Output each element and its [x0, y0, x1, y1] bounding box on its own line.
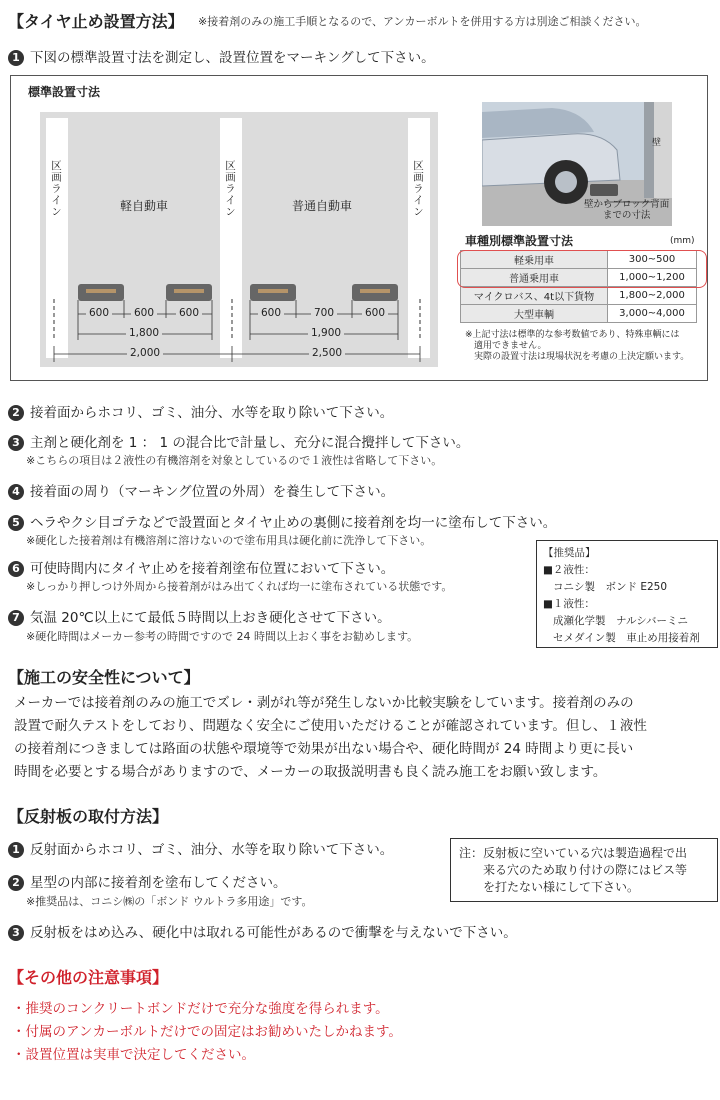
reflector-title: 【反射板の取付方法】: [8, 807, 169, 826]
step-number: 3: [8, 435, 24, 451]
reflector-note-line: を打たない様にして下さい。: [483, 880, 640, 894]
install-title-note: ※接着剤のみの施工手順となるので、アンカーボルトを併用する方は別途ご相談ください。: [198, 15, 647, 28]
step-number: 7: [8, 610, 24, 626]
install-step-7: [8, 606, 391, 626]
recommend-line: ■２液性：: [543, 564, 595, 576]
install-step-3-note: ※こちらの項目は２液性の有機溶剤を対象としているので１液性は省略して下さい。: [26, 454, 443, 467]
table-note-line-2: 適用できません。: [474, 341, 547, 351]
reflector-step-2: [8, 871, 287, 891]
install-title: 【タイヤ止め設置方法】: [8, 12, 184, 31]
safety-paragraph: [14, 692, 714, 784]
recommend-title: 【推奨品】: [543, 547, 596, 559]
futsu-label: 普通自動車: [292, 199, 353, 213]
other-note-item: ・推奨のコンクリートボンドだけで充分な強度を得られます。: [12, 1001, 389, 1017]
recommend-line: コニシ製 ボンド E250: [553, 581, 668, 593]
table-cell: 大型車輌: [461, 305, 608, 323]
figure-label: 標準設置寸法: [28, 85, 101, 99]
safety-line: メーカーでは接着剤のみの施工でズレ・剥がれ等が発生しないか比較実験をしています。接着剤のみの: [14, 695, 634, 711]
step-text: 接着面からホコリ、ゴミ、油分、水等を取り除いて下さい。: [30, 405, 394, 421]
reflector-note-line: 注：反射板に空いている穴は製造過程で出: [459, 846, 688, 860]
install-step-7-note: ※硬化時間はメーカー参考の時間ですので 24 時間以上おく事をお勧めします。: [26, 630, 419, 643]
table-cell: 軽乗用車: [461, 251, 608, 269]
futsu-dim-1: 600: [258, 307, 284, 319]
step-number: 6: [8, 561, 24, 577]
step-number: 1: [8, 50, 24, 66]
step-number: 1: [8, 842, 24, 858]
install-step-3: [8, 431, 469, 451]
step-number: 2: [8, 875, 24, 891]
reflector-step-3: [8, 921, 517, 941]
line-label-left: 区画ライン: [50, 160, 62, 218]
table-title: 車種別標準設置寸法: [465, 234, 574, 248]
safety-title: 【施工の安全性について】: [8, 668, 200, 687]
step-text: 可使時間内にタイヤ止めを接着剤塗布位置において下さい。: [30, 561, 395, 577]
table-cell: 普通乗用車: [461, 269, 608, 287]
table-note-line-1: ※上記寸法は標準的な参考数値であり、特殊車輌には: [465, 330, 680, 340]
table-cell: マイクロバス、4t以下貨物: [461, 287, 608, 305]
step-text: 反射板をはめ込み、硬化中は取れる可能性があるので衝撃を与えないで下さい。: [30, 925, 517, 941]
table-cell: 1,800~2,000: [608, 287, 697, 305]
install-step-5: [8, 511, 556, 531]
recommend-line: セメダイン製 車止め用接着剤: [553, 632, 700, 644]
wall-label: 壁: [652, 138, 662, 148]
step-text: 主剤と硬化剤を 1 ： 1 の混合比で計量し、充分に混合攪拌して下さい。: [30, 435, 470, 451]
other-note-item: ・付属のアンカーボルトだけでの固定はお勧めいたしかねます。: [12, 1024, 402, 1040]
car-caption-line-1: 壁からブロック背面: [584, 199, 670, 210]
step-number: 3: [8, 925, 24, 941]
step-text: 星型の内部に接着剤を塗布してください。: [30, 875, 287, 891]
step-number: 4: [8, 484, 24, 500]
futsu-dim-2: 700: [311, 307, 337, 319]
reflector-step-1: [8, 838, 393, 858]
step-text: 接着面の周り（マーキング位置の外周）を養生して下さい。: [30, 484, 395, 500]
step-number: 2: [8, 405, 24, 421]
table-row: [461, 287, 697, 305]
step-text: 気温 20℃以上にて最低５時間以上おき硬化させて下さい。: [30, 610, 391, 626]
install-step-1: [8, 46, 435, 66]
reflector-step-2-note: ※推奨品は、コニシ㈱の「ボンド ウルトラ多用途」です。: [26, 895, 313, 908]
futsu-total: 1,900: [308, 327, 344, 339]
step-text: 下図の標準設置寸法を測定し、設置位置をマーキングして下さい。: [30, 50, 435, 66]
install-step-6: [8, 557, 394, 577]
table-cell: 3,000~4,000: [608, 305, 697, 323]
install-step-5-note: ※硬化した接着剤は有機溶剤に溶けないので塗布用具は硬化前に洗浄して下さい。: [26, 534, 432, 547]
kei-width: 2,000: [127, 347, 163, 359]
step-text: ヘラやクシ目ゴテなどで設置面とタイヤ止めの裏側に接着剤を均一に塗布して下さい。: [30, 515, 557, 531]
recommended-products-box: [536, 540, 718, 648]
kei-total: 1,800: [126, 327, 162, 339]
table-cell: 1,000~1,200: [608, 269, 697, 287]
step-number: 5: [8, 515, 24, 531]
safety-line: 時間を必要とする場合がありますので、メーカーの取扱説明書も良く読み施工をお願い致します。: [14, 764, 607, 780]
table-note: [465, 330, 689, 363]
line-label-right: 区画ライン: [412, 160, 424, 218]
car-caption-line-2: までの寸法: [602, 210, 651, 221]
table-unit: (mm): [670, 236, 695, 246]
reflector-note-box: [450, 838, 718, 902]
recommend-line: ■１液性：: [543, 598, 595, 610]
recommend-line: 成瀬化学製 ナルシバーミニ: [553, 615, 688, 627]
table-highlight: [457, 250, 707, 288]
step-text: 反射面からホコリ、ゴミ、油分、水等を取り除いて下さい。: [30, 842, 394, 858]
futsu-width: 2,500: [309, 347, 345, 359]
kei-dim-2: 600: [131, 307, 157, 319]
futsu-dim-3: 600: [362, 307, 388, 319]
reflector-note-line: 来る穴のため取り付けの際にはビス等: [483, 863, 688, 877]
table-row: [461, 305, 697, 323]
table-cell: 300~500: [608, 251, 697, 269]
install-step-4: [8, 480, 394, 500]
table-note-line-3: 実際の設置寸法は現場状況を考慮の上決定願います。: [474, 352, 690, 362]
kei-dim-3: 600: [176, 307, 202, 319]
other-note-item: ・設置位置は実車で決定してください。: [12, 1047, 255, 1063]
install-step-6-note: ※しっかり押しつけ外周から接着剤がはみ出てくれば均一に塗布されている状態です。: [26, 580, 453, 593]
car-caption: [584, 199, 669, 221]
install-step-2: [8, 401, 393, 421]
line-label-mid: 区画ライン: [224, 160, 236, 218]
safety-line: 設置で耐久テストをしており、問題なく安全にご使用いただけることが確認されています。但し、１液性: [14, 718, 647, 734]
kei-label: 軽自動車: [120, 199, 169, 213]
safety-line: の接着剤につきましては路面の状態や環境等で効果が出ない場合や、硬化時間が 24 時間より更に長い: [14, 741, 634, 757]
kei-dim-1: 600: [86, 307, 112, 319]
other-notes-title: 【その他の注意事項】: [8, 968, 169, 987]
